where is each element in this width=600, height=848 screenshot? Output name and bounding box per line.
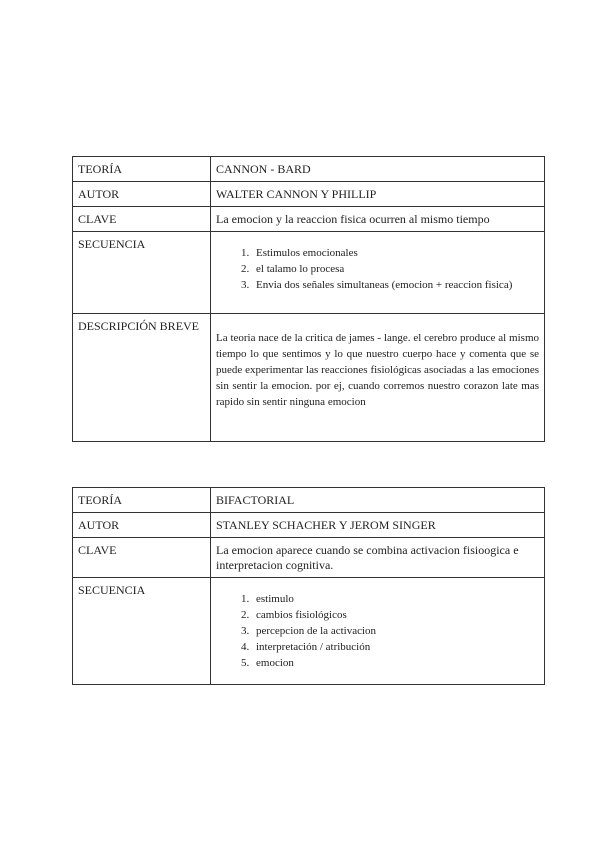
row-label: DESCRIPCIÓN BREVE [73,314,211,442]
sequence-item: 1. Estimulos emocionales [252,245,539,261]
author-value: WALTER CANNON Y PHILLIP [211,182,545,207]
row-teoria [73,157,545,182]
row-clave [73,207,545,232]
key-value: La emocion aparece cuando se combina activacion fisioogica e interpretacion cognitiva. [211,538,545,578]
sequence-item: 4. interpretación / atribución [252,639,539,655]
row-secuencia [73,578,545,685]
sequence-cell [211,232,545,314]
sequence-list [216,591,539,671]
row-label: AUTOR [73,182,211,207]
sequence-item: 2. cambios fisiológicos [252,607,539,623]
key-value: La emocion y la reaccion fisica ocurren al mismo tiempo [211,207,545,232]
row-teoria [73,488,545,513]
sequence-item: 3. percepcion de la activacion [252,623,539,639]
row-label: CLAVE [73,207,211,232]
row-autor [73,182,545,207]
author-value: STANLEY SCHACHER Y JEROM SINGER [211,513,545,538]
row-descripcion [73,314,545,442]
sequence-item: 5. emocion [252,655,539,671]
sequence-cell [211,578,545,685]
theory-table-bifactorial [72,487,545,685]
row-label: TEORÍA [73,488,211,513]
row-clave [73,538,545,578]
row-autor [73,513,545,538]
theory-table-cannon-bard [72,156,545,442]
row-label: SECUENCIA [73,232,211,314]
description-cell [211,314,545,442]
row-label: TEORÍA [73,157,211,182]
description-text: La teoria nace de la critica de james - lange. el cerebro produce al mismo tiempo lo que sentimos y lo que nuestro cuerpo hace y comenta que se puede experimentar las reacciones fisiológicas asociadas a las emociones sin sentir la emocion. por ej, cuando corremos nuestro corazon late mas rapido sin sentir ninguna emocion [216,332,539,408]
row-label: SECUENCIA [73,578,211,685]
sequence-item: 3. Envia dos señales simultaneas (emocion + reaccion fisica) [252,277,539,293]
row-secuencia [73,232,545,314]
theory-name: CANNON - BARD [211,157,545,182]
row-label: AUTOR [73,513,211,538]
sequence-item: 1. estimulo [252,591,539,607]
theory-name: BIFACTORIAL [211,488,545,513]
row-label: CLAVE [73,538,211,578]
sequence-list [216,245,539,293]
sequence-item: 2. el talamo lo procesa [252,261,539,277]
